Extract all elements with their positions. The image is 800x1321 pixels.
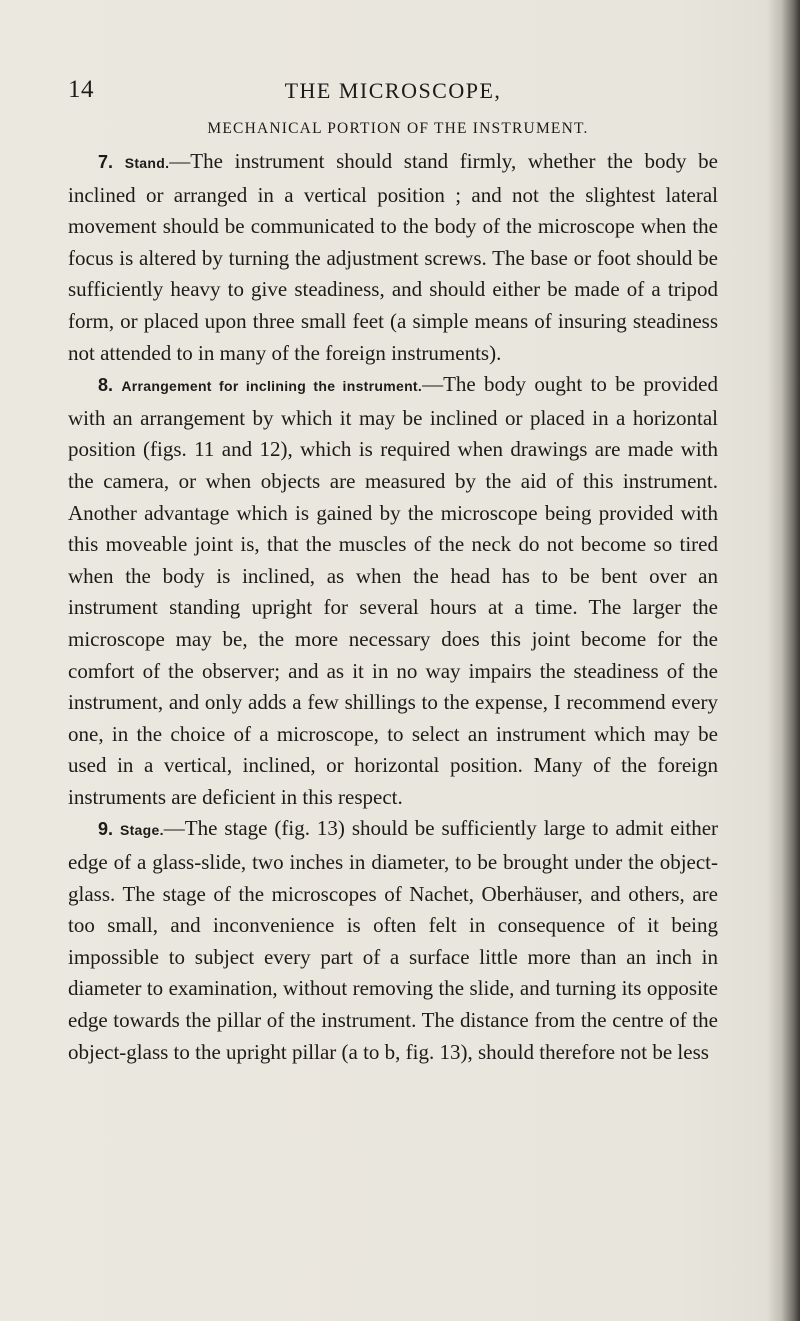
paragraph-text: —The stage (fig. 13) should be sufficiently large to admit either edge of a glass-slide, two inches in diameter, to be brought under the object-glass. The stage of the microscopes of Nachet, Oberhäuser, and others, are too small, and inconvenience is often felt in consequence of it being impossible to subject every part of a surface little more than an inch in diameter to examination, without removing the slide, and turning its opposite edge towards the pillar of the instrument. The distance from the centre of the object-glass to the upright pillar (a to b, fig. 13), should therefore not be less xyxy=(68,816,719,1064)
page-header xyxy=(68,76,718,106)
paragraph-number: 8. xyxy=(98,375,114,396)
page-edge-shadow xyxy=(766,0,800,1321)
running-head: THE MICROSCOPE, xyxy=(284,78,502,103)
paragraph-9 xyxy=(68,813,718,1068)
paragraph-sidehead: Arrangement for inclining the instrument. xyxy=(121,378,423,395)
paragraph-text: —The body ought to be provided with an arrangement by which it may be inclined or placed in a horizontal position (figs. 11 and 12), which is required when drawings are made with the camera, or when objects are measured by the aid of this instrument. Another advantage which is gained by the microscope being provided with this moveable joint is, that the muscles of the neck do not become so tired when the body is inclined, as when the head has to be bent over an instrument standing upright for several hours at a time. The larger the microscope may be, the more necessary does this joint become for the comfort of the observer; and as it in no way impairs the steadiness of the instrument, and only adds a few shillings to the expense, I recommend every one, in the choice of a microscope, to select an instrument which may be used in a vertical, inclined, or horizontal position. Many of the foreign instruments are deficient in this respect. xyxy=(68,372,718,809)
paragraph-8 xyxy=(68,369,718,813)
paragraph-number: 7. xyxy=(98,152,114,172)
paragraph-text: —The instrument should stand firmly, whether the body be inclined or arranged in a vertical position ; and not the slightest lateral movement should be communicated to the body of the microscope when the focus is altered by turning the adjustment screws. The base or foot should be sufficiently heavy to give steadiness, and should either be made of a tripod form, or placed upon three small feet (a simple means of insuring steadiness not attended to in many of the foreign instruments). xyxy=(68,149,719,365)
paragraph-sidehead: Stand. xyxy=(124,155,170,171)
paragraph-sidehead: Stage. xyxy=(119,822,164,839)
body-text xyxy=(68,146,718,1068)
section-title: MECHANICAL PORTION OF THE INSTRUMENT. xyxy=(207,120,589,137)
paragraph-number: 9. xyxy=(98,819,114,840)
paragraph-7 xyxy=(68,146,718,369)
page-number: 14 xyxy=(68,76,94,103)
